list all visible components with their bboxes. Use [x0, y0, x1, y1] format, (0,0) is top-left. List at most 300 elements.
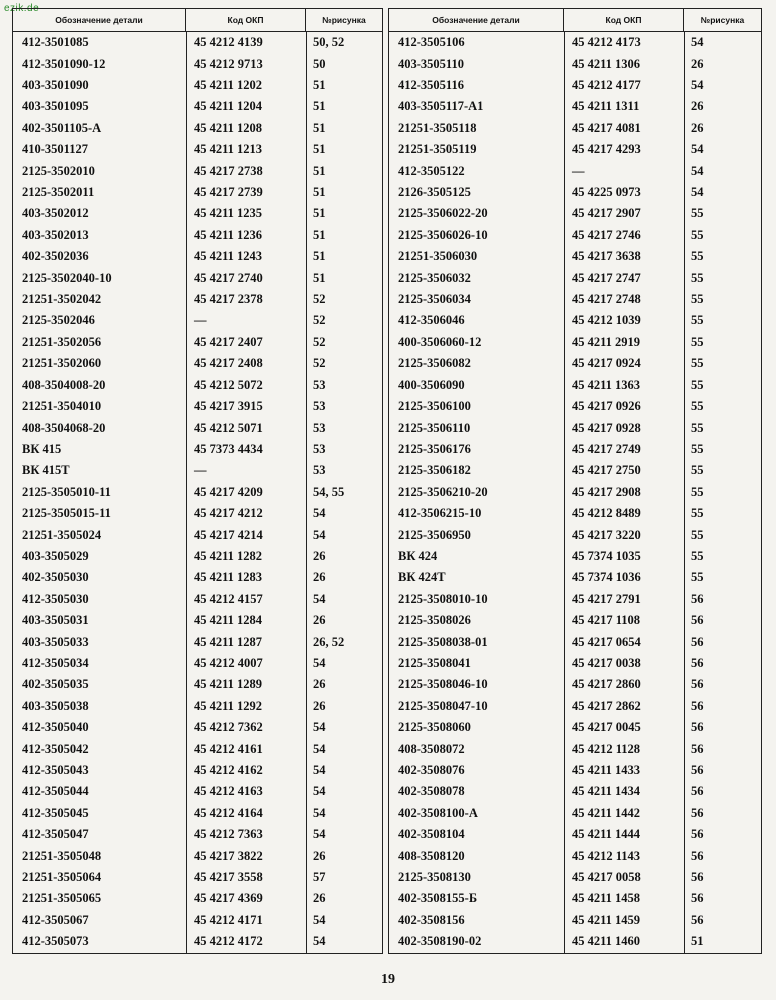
part-designation: 21251-3502060 [22, 356, 102, 371]
part-designation: 2125-3505010-11 [22, 484, 111, 499]
okp-code: 45 4217 2908 [572, 484, 641, 499]
part-designation: 412-3505067 [22, 912, 89, 927]
figure-number: 54 [313, 591, 326, 606]
table-row [13, 375, 382, 396]
table-row [13, 696, 382, 717]
table-row [13, 289, 382, 310]
table-row [13, 610, 382, 631]
table-row [13, 182, 382, 203]
part-designation: 21251-3505118 [398, 120, 477, 135]
okp-code: 45 4212 7363 [194, 827, 263, 842]
table-row [389, 118, 761, 139]
table-row [13, 738, 382, 759]
okp-code: — [572, 163, 585, 178]
part-designation: 21251-3505119 [398, 142, 477, 157]
header-figure: №рисунка [322, 15, 366, 25]
okp-code: 45 4217 0058 [572, 870, 641, 885]
part-designation: 412-3505073 [22, 934, 89, 949]
table-row [13, 267, 382, 288]
okp-code: 45 4211 1363 [572, 377, 641, 392]
okp-code: 45 4217 0038 [572, 655, 641, 670]
part-designation: 412-3505042 [22, 741, 89, 756]
table-row [389, 182, 761, 203]
part-designation: 408-3508120 [398, 848, 465, 863]
part-designation: 412-3505043 [22, 763, 89, 778]
okp-code: 45 4211 1458 [572, 891, 641, 906]
okp-code: 45 4212 4157 [194, 591, 263, 606]
okp-code: 45 4212 4007 [194, 655, 263, 670]
table-row [13, 845, 382, 866]
okp-code: 45 4217 4214 [194, 527, 263, 542]
part-designation: 403-3502012 [22, 206, 89, 221]
figure-number: 56 [691, 827, 704, 842]
figure-number: 55 [691, 227, 704, 242]
okp-code: 45 4212 4173 [572, 35, 641, 50]
figure-number: 55 [691, 527, 704, 542]
figure-number: 26 [313, 570, 326, 585]
part-designation: 410-3501127 [22, 142, 88, 157]
figure-number: 51 [313, 78, 326, 93]
figure-number: 55 [691, 399, 704, 414]
table-row [389, 503, 761, 524]
table-row [13, 524, 382, 545]
okp-code: 45 4212 9713 [194, 56, 263, 71]
part-designation: 402-3508155-Б [398, 891, 478, 906]
table-row [13, 160, 382, 181]
part-designation: 21251-3505048 [22, 848, 102, 863]
figure-number: 55 [691, 377, 704, 392]
figure-number: 54, 55 [313, 484, 345, 499]
okp-code: 45 4217 4212 [194, 506, 263, 521]
okp-code: 45 4217 4369 [194, 891, 263, 906]
figure-number: 56 [691, 784, 704, 799]
part-designation: 2125-3506176 [398, 441, 471, 456]
okp-code: 45 4212 5071 [194, 420, 263, 435]
okp-code: 45 4217 2746 [572, 227, 641, 242]
figure-number: 54 [313, 805, 326, 820]
part-designation: 2125-3506950 [398, 527, 471, 542]
figure-number: 55 [691, 292, 704, 307]
table-row [389, 32, 761, 53]
okp-code: 45 4211 1282 [194, 548, 263, 563]
table-row [389, 589, 761, 610]
figure-number: 56 [691, 591, 704, 606]
table-row [13, 246, 382, 267]
figure-number: 54 [313, 527, 326, 542]
okp-code: 45 7374 1036 [572, 570, 641, 585]
figure-number: 53 [313, 399, 326, 414]
table-row [13, 910, 382, 931]
table-header [13, 9, 382, 32]
part-designation: 402-3505035 [22, 677, 89, 692]
okp-code: 45 4217 0654 [572, 634, 641, 649]
part-designation: 400-3506060-12 [398, 334, 482, 349]
okp-code: 45 4217 1108 [572, 613, 641, 628]
table-row [389, 439, 761, 460]
part-designation: 2125-3506026-10 [398, 227, 488, 242]
part-designation: 402-3501105-А [22, 120, 102, 135]
okp-code: 45 4217 2749 [572, 441, 641, 456]
table-row [389, 160, 761, 181]
part-designation: 408-3504068-20 [22, 420, 106, 435]
table-row [389, 375, 761, 396]
figure-number: 53 [313, 420, 326, 435]
okp-code: 45 4217 4293 [572, 142, 641, 157]
part-designation: 400-3506090 [398, 377, 465, 392]
part-designation: 402-3508104 [398, 827, 465, 842]
figure-number: 51 [313, 142, 326, 157]
table-row [13, 546, 382, 567]
table-row [389, 396, 761, 417]
okp-code: 45 4211 1311 [572, 99, 640, 114]
okp-code: 45 4212 4171 [194, 912, 263, 927]
part-designation: 412-3505030 [22, 591, 89, 606]
figure-number: 54 [313, 763, 326, 778]
okp-code: 45 4211 1243 [194, 249, 263, 264]
okp-code: 45 4217 3822 [194, 848, 263, 863]
figure-number: 54 [313, 506, 326, 521]
part-designation: 2125-3508047-10 [398, 698, 488, 713]
table-row [389, 824, 761, 845]
part-designation: 412-3505122 [398, 163, 465, 178]
okp-code: 45 4211 1235 [194, 206, 263, 221]
figure-number: 54 [691, 35, 704, 50]
part-designation: 21251-3504010 [22, 399, 102, 414]
figure-number: 52 [313, 334, 326, 349]
okp-code: 45 4211 1433 [572, 763, 641, 778]
part-designation: 402-3508078 [398, 784, 465, 799]
figure-number: 55 [691, 570, 704, 585]
part-designation: 21251-3506030 [398, 249, 478, 264]
figure-number: 26 [313, 677, 326, 692]
table-row [389, 888, 761, 909]
table-row [13, 118, 382, 139]
figure-number: 26 [691, 120, 704, 135]
table-row [13, 567, 382, 588]
figure-number: 51 [313, 99, 326, 114]
page [12, 8, 762, 954]
okp-code: 45 4212 4164 [194, 805, 263, 820]
okp-code: 45 7374 1035 [572, 548, 641, 563]
part-designation: 2125-3502010 [22, 163, 95, 178]
table-row [13, 96, 382, 117]
part-designation: 2125-3506082 [398, 356, 471, 371]
table-row [389, 246, 761, 267]
okp-code: 45 4211 1283 [194, 570, 263, 585]
okp-code: 45 4211 1202 [194, 78, 263, 93]
table-row [389, 717, 761, 738]
okp-code: 45 4217 2739 [194, 185, 263, 200]
part-designation: 2125-3508046-10 [398, 677, 488, 692]
okp-code: 45 4217 0045 [572, 720, 641, 735]
figure-number: 53 [313, 441, 326, 456]
table-row [389, 781, 761, 802]
part-designation: 412-3501090-12 [22, 56, 106, 71]
part-designation: 408-3504008-20 [22, 377, 106, 392]
part-designation: 403-3505038 [22, 698, 89, 713]
okp-code: 45 4217 3558 [194, 870, 263, 885]
figure-number: 56 [691, 634, 704, 649]
okp-code: 45 4217 0926 [572, 399, 641, 414]
table-row [389, 931, 761, 952]
parts-table-right [388, 8, 762, 954]
part-designation: 2125-3506182 [398, 463, 471, 478]
part-designation: 2125-3502046 [22, 313, 95, 328]
figure-number: 55 [691, 484, 704, 499]
okp-code: 45 4212 4139 [194, 35, 263, 50]
header-okp: Код ОКП [564, 9, 684, 31]
parts-table-left [12, 8, 383, 954]
figure-number: 56 [691, 613, 704, 628]
okp-code: 45 4217 0924 [572, 356, 641, 371]
okp-code: 45 4212 4161 [194, 741, 263, 756]
part-designation: 2125-3506100 [398, 399, 471, 414]
table-row [389, 567, 761, 588]
part-designation: 403-3505033 [22, 634, 89, 649]
part-designation: 2125-3508041 [398, 655, 471, 670]
part-designation: 2126-3505125 [398, 185, 471, 200]
table-row [13, 589, 382, 610]
figure-number: 54 [313, 784, 326, 799]
figure-number: 54 [313, 827, 326, 842]
table-row [389, 631, 761, 652]
figure-number: 56 [691, 891, 704, 906]
okp-code: 45 4217 2747 [572, 270, 641, 285]
table-row [13, 460, 382, 481]
okp-code: 45 4217 2748 [572, 292, 641, 307]
part-designation: 21251-3502056 [22, 334, 102, 349]
part-designation: 412-3505034 [22, 655, 89, 670]
okp-code: 45 4211 1434 [572, 784, 641, 799]
part-designation: 403-3505029 [22, 548, 89, 563]
okp-code: 45 4212 5072 [194, 377, 263, 392]
figure-number: 55 [691, 506, 704, 521]
figure-number: 26 [691, 99, 704, 114]
okp-code: 45 4212 4163 [194, 784, 263, 799]
table-row [13, 631, 382, 652]
okp-code: 45 4217 2750 [572, 463, 641, 478]
part-designation: ВК 424 [398, 548, 438, 563]
okp-code: 45 4212 8489 [572, 506, 641, 521]
okp-code: — [194, 463, 207, 478]
table-row [13, 674, 382, 695]
table-row [13, 353, 382, 374]
table-row [389, 524, 761, 545]
table-row [389, 696, 761, 717]
okp-code: 45 4217 2408 [194, 356, 263, 371]
figure-number: 56 [691, 677, 704, 692]
figure-number: 56 [691, 720, 704, 735]
part-designation: 2125-3508060 [398, 720, 471, 735]
header-okp: Код ОКП [186, 9, 306, 31]
table-row [389, 353, 761, 374]
figure-number: 26 [313, 613, 326, 628]
figure-number: 26 [313, 548, 326, 563]
part-designation: 402-3508076 [398, 763, 465, 778]
part-designation: 402-3505030 [22, 570, 89, 585]
table-row [389, 803, 761, 824]
table-row [389, 267, 761, 288]
part-designation: 412-3506215-10 [398, 506, 482, 521]
figure-number: 26, 52 [313, 634, 345, 649]
figure-number: 56 [691, 912, 704, 927]
part-designation: 2125-3508130 [398, 870, 471, 885]
table-row [389, 760, 761, 781]
okp-code: 45 4211 1459 [572, 912, 641, 927]
figure-number: 55 [691, 313, 704, 328]
table-row [389, 310, 761, 331]
table-row [13, 888, 382, 909]
part-designation: 412-3505045 [22, 805, 89, 820]
figure-number: 52 [313, 313, 326, 328]
okp-code: 45 4211 1444 [572, 827, 641, 842]
page-number: 19 [381, 972, 395, 987]
okp-code: 45 4211 1208 [194, 120, 263, 135]
figure-number: 54 [313, 934, 326, 949]
figure-number: 50, 52 [313, 35, 345, 50]
okp-code: 45 4217 2907 [572, 206, 641, 221]
figure-number: 54 [313, 655, 326, 670]
table-body [13, 32, 382, 953]
part-designation: 402-3508190-02 [398, 934, 482, 949]
okp-code: 45 4217 2862 [572, 698, 641, 713]
okp-code: 45 4212 7362 [194, 720, 263, 735]
table-row [13, 760, 382, 781]
okp-code: 45 4217 2738 [194, 163, 263, 178]
table-row [389, 460, 761, 481]
part-designation: 2125-3506210-20 [398, 484, 488, 499]
table-row [13, 332, 382, 353]
okp-code: 45 4211 1292 [194, 698, 263, 713]
figure-number: 56 [691, 870, 704, 885]
figure-number: 54 [691, 142, 704, 157]
part-designation: 2125-3502011 [22, 185, 95, 200]
figure-number: 55 [691, 441, 704, 456]
okp-code: 45 4217 2740 [194, 270, 263, 285]
part-designation: 21251-3505024 [22, 527, 102, 542]
part-designation: 21251-3505064 [22, 870, 102, 885]
part-designation: 2125-3505015-11 [22, 506, 111, 521]
part-designation: 403-3501095 [22, 99, 89, 114]
figure-number: 54 [313, 912, 326, 927]
part-designation: ВК 424Т [398, 570, 446, 585]
watermark: ezik.de [4, 3, 40, 14]
header-figure: №рисунка [700, 15, 745, 25]
table-row [389, 203, 761, 224]
figure-number: 54 [313, 741, 326, 756]
okp-code: 45 4217 2378 [194, 292, 263, 307]
table-row [389, 653, 761, 674]
table-row [389, 910, 761, 931]
figure-number: 51 [313, 249, 326, 264]
part-designation: 402-3508156 [398, 912, 465, 927]
figure-number: 55 [691, 334, 704, 349]
figure-number: 56 [691, 848, 704, 863]
table-row [13, 225, 382, 246]
table-row [389, 332, 761, 353]
part-designation: 2125-3506032 [398, 270, 471, 285]
okp-code: 45 4211 1213 [194, 142, 263, 157]
part-designation: 402-3508100-А [398, 805, 478, 820]
figure-number: 57 [313, 870, 326, 885]
part-designation: 412-3505047 [22, 827, 89, 842]
table-body [389, 32, 761, 953]
okp-code: 45 4211 1306 [572, 56, 641, 71]
table-row [13, 931, 382, 952]
part-designation: 412-3505106 [398, 35, 465, 50]
okp-code: 45 4217 4209 [194, 484, 263, 499]
header-designation: Обозначение детали [389, 9, 564, 31]
figure-number: 54 [313, 720, 326, 735]
part-designation: ВК 415Т [22, 463, 70, 478]
part-designation: 403-3502013 [22, 227, 89, 242]
figure-number: 56 [691, 655, 704, 670]
okp-code: 45 4212 4177 [572, 78, 641, 93]
okp-code: 45 4211 1442 [572, 805, 641, 820]
table-row [13, 803, 382, 824]
part-designation: 403-3501090 [22, 78, 89, 93]
okp-code: 45 4217 2791 [572, 591, 641, 606]
table-row [389, 610, 761, 631]
part-designation: 2125-3506022-20 [398, 206, 488, 221]
part-designation: 412-3505044 [22, 784, 89, 799]
okp-code: 45 4217 4081 [572, 120, 641, 135]
table-row [13, 867, 382, 888]
table-row [13, 396, 382, 417]
table-row [389, 53, 761, 74]
figure-number: 26 [313, 848, 326, 863]
table-row [389, 867, 761, 888]
table-row [389, 482, 761, 503]
part-designation: 402-3502036 [22, 249, 89, 264]
part-designation: 2125-3506034 [398, 292, 471, 307]
table-row [389, 139, 761, 160]
figure-number: 55 [691, 356, 704, 371]
okp-code: 45 4211 1236 [194, 227, 263, 242]
figure-number: 52 [313, 292, 326, 307]
table-row [13, 653, 382, 674]
table-row [389, 674, 761, 695]
table-row [13, 781, 382, 802]
figure-number: 56 [691, 805, 704, 820]
table-row [13, 439, 382, 460]
figure-number: 55 [691, 548, 704, 563]
part-designation: 412-3505116 [398, 78, 464, 93]
table-header [389, 9, 761, 32]
okp-code: 45 4212 1128 [572, 741, 641, 756]
okp-code: 45 4212 1143 [572, 848, 641, 863]
okp-code: 45 4217 0928 [572, 420, 641, 435]
okp-code: 45 4211 1460 [572, 934, 641, 949]
table-row [13, 310, 382, 331]
part-designation: 412-3501085 [22, 35, 89, 50]
table-row [389, 96, 761, 117]
figure-number: 53 [313, 463, 326, 478]
figure-number: 54 [691, 185, 704, 200]
figure-number: 51 [313, 120, 326, 135]
part-designation: 2125-3506110 [398, 420, 471, 435]
figure-number: 55 [691, 463, 704, 478]
okp-code: 45 4212 4172 [194, 934, 263, 949]
part-designation: 2125-3502040-10 [22, 270, 112, 285]
table-row [13, 417, 382, 438]
okp-code: — [194, 313, 207, 328]
okp-code: 45 4217 2860 [572, 677, 641, 692]
table-row [13, 503, 382, 524]
figure-number: 54 [691, 78, 704, 93]
figure-number: 56 [691, 698, 704, 713]
okp-code: 45 4211 1287 [194, 634, 263, 649]
